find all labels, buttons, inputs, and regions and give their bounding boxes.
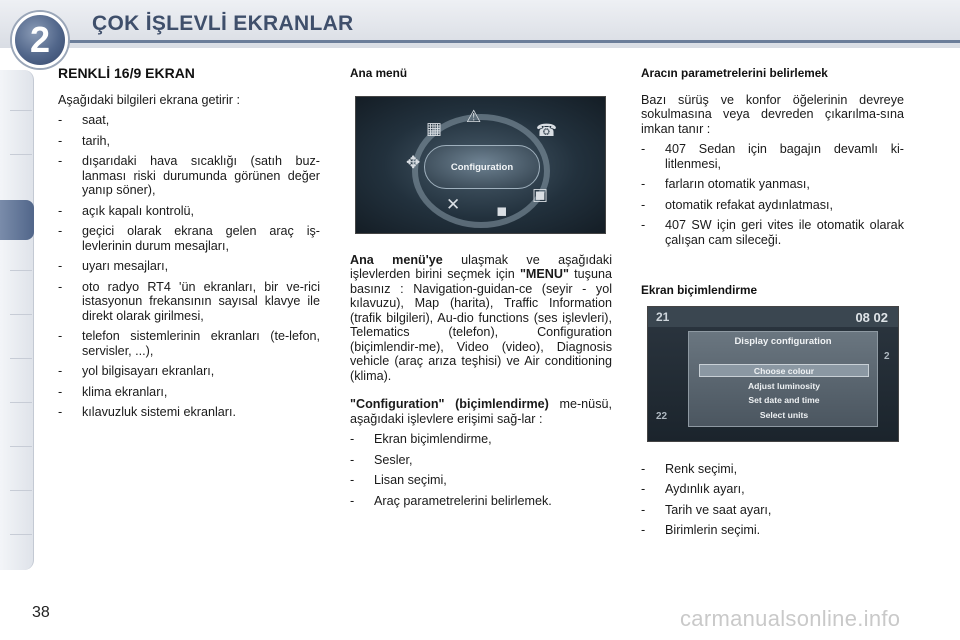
list-item: - Lisan seçimi, <box>350 473 612 488</box>
phone-icon: ☎ <box>536 121 558 141</box>
list-item: - Sesler, <box>350 453 612 468</box>
list-item: - saat, <box>58 113 320 128</box>
list-item: - Araç parametrelerini belirlemek. <box>350 494 612 509</box>
display-config-list <box>641 462 904 538</box>
navigation-icon: ✥ <box>406 153 421 173</box>
warning-icon: ⚠ <box>466 107 482 127</box>
tab-divider <box>10 402 32 403</box>
left-column <box>58 66 320 426</box>
tab-divider <box>10 446 32 447</box>
list-item: - kılavuzluk sistemi ekranları. <box>58 405 320 420</box>
bold-term: "MENU" <box>519 267 569 281</box>
audio-icon: ▪ <box>496 201 508 221</box>
section-title-main-menu: Ana menü <box>350 66 408 80</box>
configuration-list <box>350 432 612 508</box>
side-value-right: 2 <box>884 351 890 362</box>
configuration-label: Configuration <box>424 145 540 189</box>
tab-divider <box>10 534 32 535</box>
tab-divider <box>10 314 32 315</box>
clock-display: 08 02 <box>855 310 888 325</box>
tab-divider <box>10 154 32 155</box>
list-item: - Ekran biçimlendirme, <box>350 432 612 447</box>
menu-option-select-units[interactable]: Select units <box>759 410 809 420</box>
outside-temperature: 21 <box>656 310 670 324</box>
right-column <box>641 66 904 544</box>
bold-term: Ana menü'ye <box>350 252 443 267</box>
tab-divider <box>10 490 32 491</box>
list-item: - 407 SW için geri vites ile otomatik olarak çalışan cam sileceği. <box>641 218 904 247</box>
page-number: 38 <box>32 604 50 621</box>
header-rule <box>48 40 960 43</box>
list-item: - tarih, <box>58 134 320 149</box>
bold-term: "Configuration" (biçimlendirme) <box>350 397 549 411</box>
section-title-vehicle-parameters: Aracın parametrelerini belirlemek <box>641 66 828 80</box>
page-title: ÇOK İŞLEVLİ EKRANLAR <box>92 12 354 35</box>
intro-text: Bazı sürüş ve konfor öğelerinin devreye sokulmasına veya devreden çıkarılma-sına imkan tanır : <box>641 92 904 136</box>
main-menu-paragraph <box>350 253 612 384</box>
display-configuration-screenshot <box>647 306 899 442</box>
map-icon: ▦ <box>426 119 443 139</box>
panel-title: Display configuration <box>734 336 832 347</box>
watermark: carmanualsonline.info <box>680 606 901 631</box>
list-item: - uyarı mesajları, <box>58 259 320 274</box>
menu-option-adjust-luminosity[interactable]: Adjust luminosity <box>747 381 821 391</box>
tab-divider <box>10 358 32 359</box>
list-item: - yol bilgisayarı ekranları, <box>58 364 320 379</box>
tab-divider <box>10 270 32 271</box>
video-icon: ▣ <box>532 185 549 205</box>
side-value-left: 22 <box>656 411 668 422</box>
paragraph-text: tuşuna basınız : Navigation-guidan-ce (seyir - yol kılavuzu), Map (harita), Traffic Information (trafik bilgileri), Au-dio functions (ses işlevleri), Telematics (telefon), Configuration (biçimlendir-me), Video (video), Diagnosis vehicle (araç arıza teşhisi) ve Air conditioning (klima). <box>350 267 612 383</box>
list-item: - Tarih ve saat ayarı, <box>641 503 904 518</box>
list-item: - 407 Sedan için bagajın devamlı ki-litlenmesi, <box>641 142 904 171</box>
chapter-badge: 2 <box>12 12 68 68</box>
list-item: - otomatik refakat aydınlatması, <box>641 198 904 213</box>
menu-option-set-date-time[interactable]: Set date and time <box>748 395 820 405</box>
intro-text: Aşağıdaki bilgileri ekrana getirir : <box>58 92 240 107</box>
chapter-tab-strip <box>0 70 34 570</box>
menu-option-choose-colour[interactable]: Choose colour <box>699 364 869 377</box>
section-title-display-config: Ekran biçimlendirme <box>641 283 758 297</box>
paragraph-text: ulaşmak ve aşağıdaki işlevlerden birini seçmek için <box>350 252 612 281</box>
list-item: - açık kapalı kontrolü, <box>58 204 320 219</box>
display-config-panel <box>688 331 878 427</box>
diagnosis-tool-icon: ✕ <box>446 195 461 215</box>
section-title-color-screen: RENKLİ 16/9 EKRAN <box>58 65 195 81</box>
active-chapter-tab <box>0 200 34 240</box>
list-item: - Aydınlık ayarı, <box>641 482 904 497</box>
list-item: - farların otomatik yanması, <box>641 177 904 192</box>
list-item: - oto radyo RT4 'ün ekranları, bir ve-rici istasyonun frekansının sayısal klavye ile direkt olarak girilmesi, <box>58 280 320 324</box>
list-item: - dışarıdaki hava sıcaklığı (satıh buz-lanması riski durumunda görünen değer yanıp söner), <box>58 154 320 198</box>
paragraph-text: me-nüsü, aşağıdaki işlevlere erişimi sağ-lar : <box>350 397 612 426</box>
configuration-paragraph <box>350 397 612 426</box>
list-item: - geçici olarak ekrana gelen araç iş-levlerinin durum mesajları, <box>58 224 320 253</box>
tab-divider <box>10 110 32 111</box>
list-item: - klima ekranları, <box>58 385 320 400</box>
info-list <box>58 113 320 420</box>
vehicle-parameters-list <box>641 142 904 247</box>
list-item: - Renk seçimi, <box>641 462 904 477</box>
main-menu-screenshot <box>355 96 606 234</box>
list-item: - telefon sistemlerinin ekranları (te-lefon, servisler, ...), <box>58 329 320 358</box>
list-item: - Birimlerin seçimi. <box>641 523 904 538</box>
